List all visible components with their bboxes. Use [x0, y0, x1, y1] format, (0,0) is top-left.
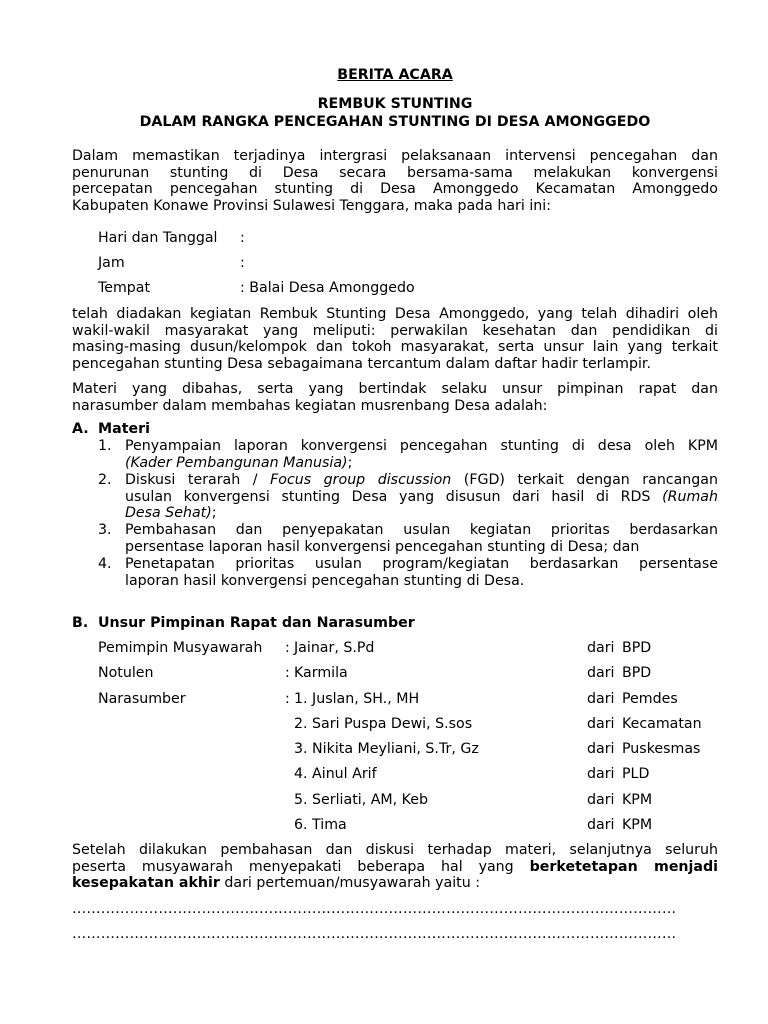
item-number: 2.: [98, 472, 112, 488]
materials-intro-line: Materi yang dibahas, serta yang bertindak selaku unsur pimpinan rapat dan: [72, 381, 718, 397]
place-label: Tempat: [98, 280, 151, 296]
role-separator: :: [285, 691, 290, 707]
role-label: Notulen: [98, 665, 154, 681]
organization: Puskesmas: [622, 741, 701, 757]
organization: BPD: [622, 665, 652, 681]
item-text: (FGD) terkait dengan rancangan: [451, 472, 718, 488]
organization: KPM: [622, 817, 653, 833]
closing-line: [72, 859, 718, 876]
item-number: 1.: [98, 438, 112, 454]
date-label: Hari dan Tanggal: [98, 230, 218, 246]
item-italic-text: Focus group discussion: [270, 472, 452, 488]
section-a-letter: A.: [72, 421, 89, 437]
item-italic-text: (Rumah: [662, 488, 718, 505]
person-name: 3. Nikita Meyliani, S.Tr, Gz: [294, 741, 479, 757]
closing-bold-text: kesepakatan akhir: [72, 875, 220, 891]
person-name: 5. Serliati, AM, Keb: [294, 792, 429, 808]
title-line-1: REMBUK STUNTING: [317, 96, 473, 112]
role-separator: :: [285, 640, 290, 656]
materi-item-4: [125, 556, 718, 589]
attendance-line: masing-masing dusun/kelompok dan tokoh masyarakat, serta unsur lain yang terkait: [72, 339, 718, 355]
attendance-line: pencegahan stunting Desa sebagaimana tercantum dalam daftar hadir terlampir.: [72, 355, 651, 372]
person-name: Karmila: [294, 665, 348, 681]
from-label: dari: [587, 792, 615, 808]
from-label: dari: [587, 665, 615, 681]
role-label: Narasumber: [98, 691, 186, 707]
title-line-2: DALAM RANGKA PENCEGAHAN STUNTING DI DESA AMONGGEDO: [139, 114, 651, 130]
person-name: Jainar, S.Pd: [294, 640, 375, 656]
attendance-line: telah diadakan kegiatan Rembuk Stunting Desa Amonggedo, yang telah dihadiri oleh: [72, 306, 718, 322]
materials-intro-line: narasumber dalam membahas kegiatan musrenbang Desa adalah:: [72, 397, 548, 414]
closing-line: Setelah dilakukan pembahasan dan diskusi terhadap materi, selanjutnya seluruh: [72, 842, 718, 858]
organization: Pemdes: [622, 691, 678, 707]
closing-paragraph: [72, 842, 718, 892]
item-text: usulan konvergensi stunting Desa yang disusun dari hasil di RDS: [125, 488, 663, 505]
closing-text: peserta musyawarah menyepakati beberapa hal yang: [72, 858, 530, 875]
attendance-paragraph: [72, 306, 718, 372]
intro-line: percepatan pencegahan stunting di Desa Amonggedo Kecamatan Amonggedo: [72, 181, 718, 197]
materi-item-2: [125, 472, 718, 522]
intro-line: penurunan stunting di Desa secara bersama-sama melakukan konvergensi: [72, 164, 718, 181]
time-label: Jam: [98, 255, 125, 271]
role-label: Pemimpin Musyawarah: [98, 640, 263, 656]
role-separator: :: [285, 665, 290, 681]
item-line: persentase laporan hasil konvergensi pencegahan stunting di Desa; dan: [125, 538, 640, 555]
item-number: 3.: [98, 522, 112, 538]
item-line: laporan hasil konvergensi pencegahan stunting di Desa.: [125, 572, 525, 589]
section-b-heading: Unsur Pimpinan Rapat dan Narasumber: [98, 615, 415, 631]
from-label: dari: [587, 691, 615, 707]
organization: BPD: [622, 640, 652, 656]
section-a-heading: Materi: [98, 421, 150, 437]
item-line: [125, 472, 718, 489]
from-label: dari: [587, 741, 615, 757]
closing-bold-text: berketetapan menjadi: [529, 858, 718, 875]
intro-paragraph: [72, 148, 718, 214]
from-label: dari: [587, 640, 615, 656]
organization: PLD: [622, 766, 650, 782]
person-name: 4. Ainul Arif: [294, 766, 377, 782]
blank-dotted-line: ………………………………………………………………………………………………………………: [72, 926, 677, 942]
item-italic-text: (Kader Pembangunan Manusia): [125, 454, 348, 471]
attendance-line: wakil-wakil masyarakat yang meliputi: perwakilan kesehatan dan pendidikan di: [72, 322, 718, 339]
item-line: Pembahasan dan penyepakatan usulan kegiatan prioritas berdasarkan: [125, 522, 718, 538]
document-type-heading: BERITA ACARA: [337, 67, 453, 83]
time-value: :: [240, 255, 245, 271]
from-label: dari: [587, 716, 615, 732]
materi-item-3: [125, 522, 718, 555]
date-value: :: [240, 230, 245, 246]
item-line: [125, 455, 718, 472]
intro-line: Kabupaten Konawe Provinsi Sulawesi Tenggara, maka pada hari ini:: [72, 197, 551, 214]
item-line: [125, 505, 718, 522]
item-italic-text: Desa Sehat): [125, 505, 212, 521]
organization: KPM: [622, 792, 653, 808]
person-name: 2. Sari Puspa Dewi, S.sos: [294, 716, 473, 732]
closing-text: dari pertemuan/musyawarah yaitu :: [219, 875, 480, 891]
materi-item-1: [125, 438, 718, 471]
blank-dotted-line: ………………………………………………………………………………………………………………: [72, 901, 677, 917]
person-name: 1. Juslan, SH., MH: [294, 691, 420, 707]
item-number: 4.: [98, 556, 112, 572]
item-text: Diskusi terarah /: [125, 472, 271, 488]
person-name: 6. Tima: [294, 817, 347, 833]
organization: Kecamatan: [622, 716, 702, 732]
intro-line: Dalam memastikan terjadinya intergrasi pelaksanaan intervensi pencegahan dan: [72, 148, 718, 164]
item-text: ;: [347, 454, 353, 471]
item-line: Penetapatan prioritas usulan program/kegiatan berdasarkan persentase: [125, 556, 718, 572]
from-label: dari: [587, 817, 615, 833]
item-line: [125, 489, 718, 506]
closing-line: [72, 875, 718, 892]
section-b-letter: B.: [72, 615, 89, 631]
from-label: dari: [587, 766, 615, 782]
item-line: Penyampaian laporan konvergensi pencegahan stunting di desa oleh KPM: [125, 438, 718, 454]
materials-intro-paragraph: [72, 381, 718, 414]
item-text: ;: [211, 505, 217, 521]
place-value: : Balai Desa Amonggedo: [240, 280, 415, 296]
